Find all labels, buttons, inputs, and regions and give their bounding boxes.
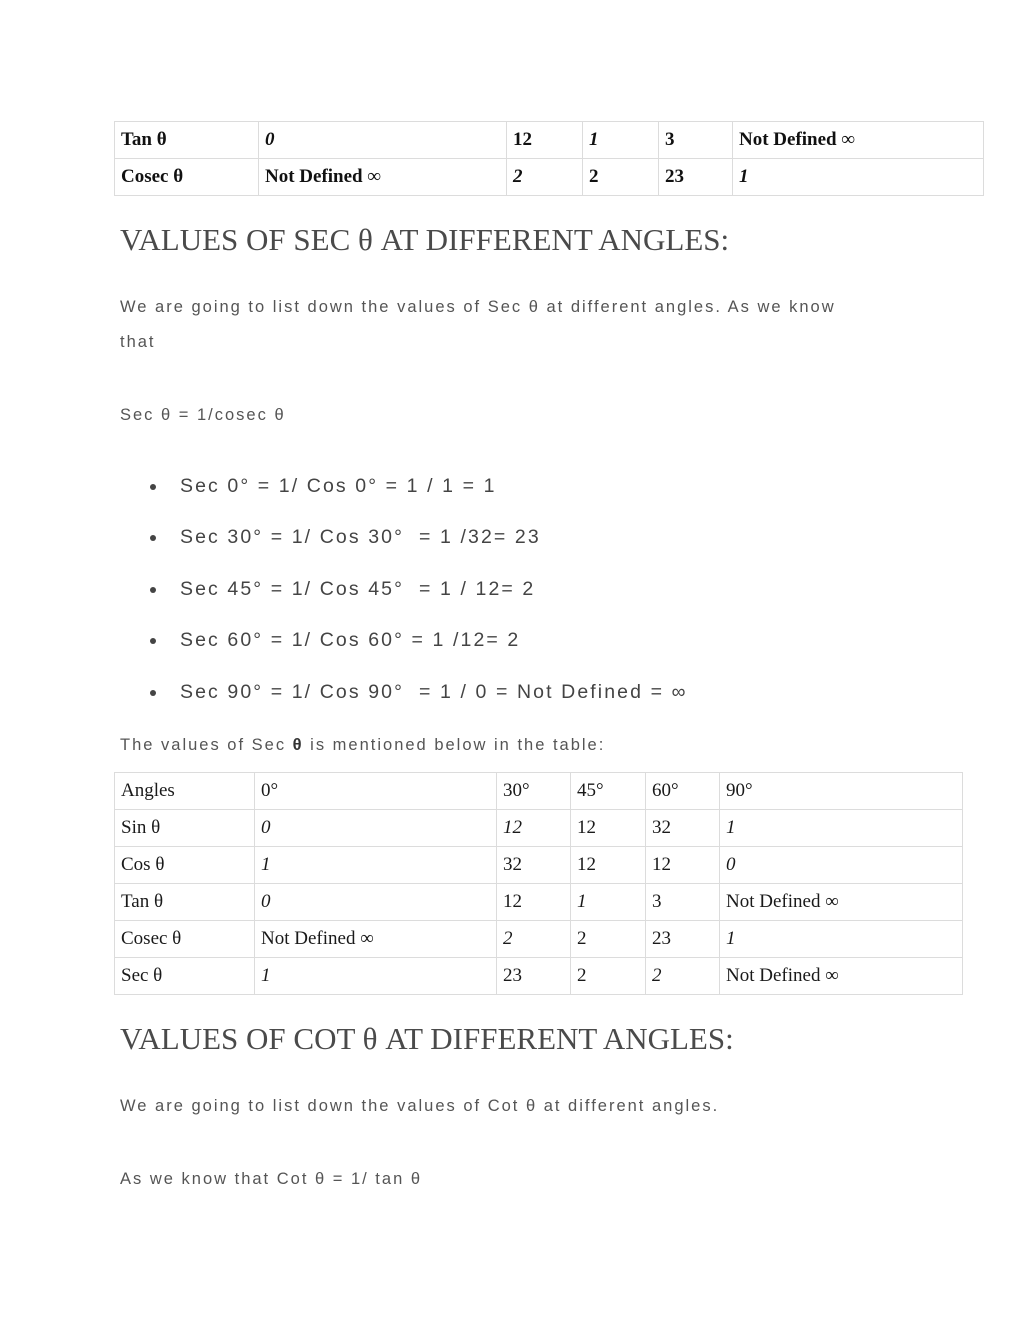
- table-cell: 45°: [571, 773, 646, 810]
- table-cell: 1: [255, 847, 497, 884]
- table-cell: 90°: [720, 773, 963, 810]
- table-row: [115, 122, 984, 159]
- table-cell: 0: [255, 884, 497, 921]
- table-cell: 3: [659, 122, 733, 159]
- table-cell: 1: [733, 159, 984, 196]
- table-cell: 32: [646, 810, 720, 847]
- trig-table-top: [114, 121, 984, 196]
- trig-table-main: [114, 772, 963, 995]
- table-cell: 23: [646, 921, 720, 958]
- bullet-icon: [150, 587, 156, 593]
- bullet-icon: [150, 638, 156, 644]
- list-item-text: Sec 60° = 1/ Cos 60° = 1 /12= 2: [180, 629, 521, 651]
- row-label: Angles: [115, 773, 255, 810]
- table-row: [115, 773, 963, 810]
- table-row: [115, 921, 963, 958]
- table-cell: Not Defined ∞: [255, 921, 497, 958]
- sec-table-intro-text-end: is mentioned below in the table:: [303, 736, 606, 754]
- cot-intro: We are going to list down the values of Cot θ at different angles.: [120, 1097, 720, 1115]
- list-item: [150, 624, 850, 658]
- bullet-icon: [150, 690, 156, 696]
- table-cell: 12: [646, 847, 720, 884]
- table-cell: 30°: [497, 773, 571, 810]
- table-cell: 12: [497, 884, 571, 921]
- table-cell: 2: [571, 921, 646, 958]
- table-row: [115, 847, 963, 884]
- table-cell: 12: [497, 810, 571, 847]
- table-row: [115, 884, 963, 921]
- table-cell: Not Defined ∞: [733, 122, 984, 159]
- list-item-text: Sec 30° = 1/ Cos 30° = 1 /32= 23: [180, 526, 541, 548]
- row-label: Cos θ: [115, 847, 255, 884]
- bullet-icon: [150, 484, 156, 490]
- table-cell: 60°: [646, 773, 720, 810]
- table-cell: 23: [659, 159, 733, 196]
- sec-intro-paragraph: [120, 290, 920, 360]
- list-item: [150, 573, 850, 607]
- table-cell: 12: [571, 847, 646, 884]
- list-item-text: Sec 0° = 1/ Cos 0° = 1 / 1 = 1: [180, 475, 497, 497]
- row-label: Tan θ: [115, 122, 259, 159]
- table-row: [115, 810, 963, 847]
- table-cell: 2: [571, 958, 646, 995]
- table-cell: 12: [571, 810, 646, 847]
- table-cell: Not Defined ∞: [259, 159, 507, 196]
- table-cell: 0: [720, 847, 963, 884]
- sec-section-heading: VALUES OF SEC θ AT DIFFERENT ANGLES:: [120, 222, 730, 257]
- sec-table-intro-bold: θ: [292, 736, 304, 754]
- table-cell: 1: [720, 921, 963, 958]
- sec-intro-line-2: that: [120, 333, 156, 351]
- row-label: Cosec θ: [115, 921, 255, 958]
- bullet-icon: [150, 535, 156, 541]
- table-row: [115, 958, 963, 995]
- row-label: Sec θ: [115, 958, 255, 995]
- cot-section-heading: VALUES OF COT θ AT DIFFERENT ANGLES:: [120, 1021, 734, 1056]
- list-item: [150, 470, 850, 504]
- table-cell: 0°: [255, 773, 497, 810]
- table-cell: 0: [259, 122, 507, 159]
- row-label: Sin θ: [115, 810, 255, 847]
- list-item: [150, 521, 850, 555]
- table-cell: 1: [571, 884, 646, 921]
- table-cell: Not Defined ∞: [720, 884, 963, 921]
- table-cell: 2: [583, 159, 659, 196]
- sec-table-intro: [120, 728, 605, 763]
- sec-table-intro-text: The values of Sec: [120, 736, 293, 754]
- table-cell: 3: [646, 884, 720, 921]
- table-cell: 1: [720, 810, 963, 847]
- sec-intro-line-1: We are going to list down the values of Sec θ at different angles. As we know: [120, 298, 836, 316]
- table-cell: 23: [497, 958, 571, 995]
- table-cell: 2: [497, 921, 571, 958]
- list-item-text: Sec 90° = 1/ Cos 90° = 1 / 0 = Not Defined = ∞: [180, 681, 688, 703]
- table-cell: 32: [497, 847, 571, 884]
- table-cell: 2: [646, 958, 720, 995]
- table-cell: 0: [255, 810, 497, 847]
- table-cell: 1: [583, 122, 659, 159]
- row-label: Cosec θ: [115, 159, 259, 196]
- row-label: Tan θ: [115, 884, 255, 921]
- table-cell: 1: [255, 958, 497, 995]
- list-item-text: Sec 45° = 1/ Cos 45° = 1 / 12= 2: [180, 578, 536, 600]
- list-item: [150, 676, 850, 710]
- table-cell: Not Defined ∞: [720, 958, 963, 995]
- table-cell: 2: [507, 159, 583, 196]
- cot-formula: As we know that Cot θ = 1/ tan θ: [120, 1170, 423, 1188]
- table-row: [115, 159, 984, 196]
- sec-formula: Sec θ = 1/cosec θ: [120, 406, 286, 424]
- table-cell: 12: [507, 122, 583, 159]
